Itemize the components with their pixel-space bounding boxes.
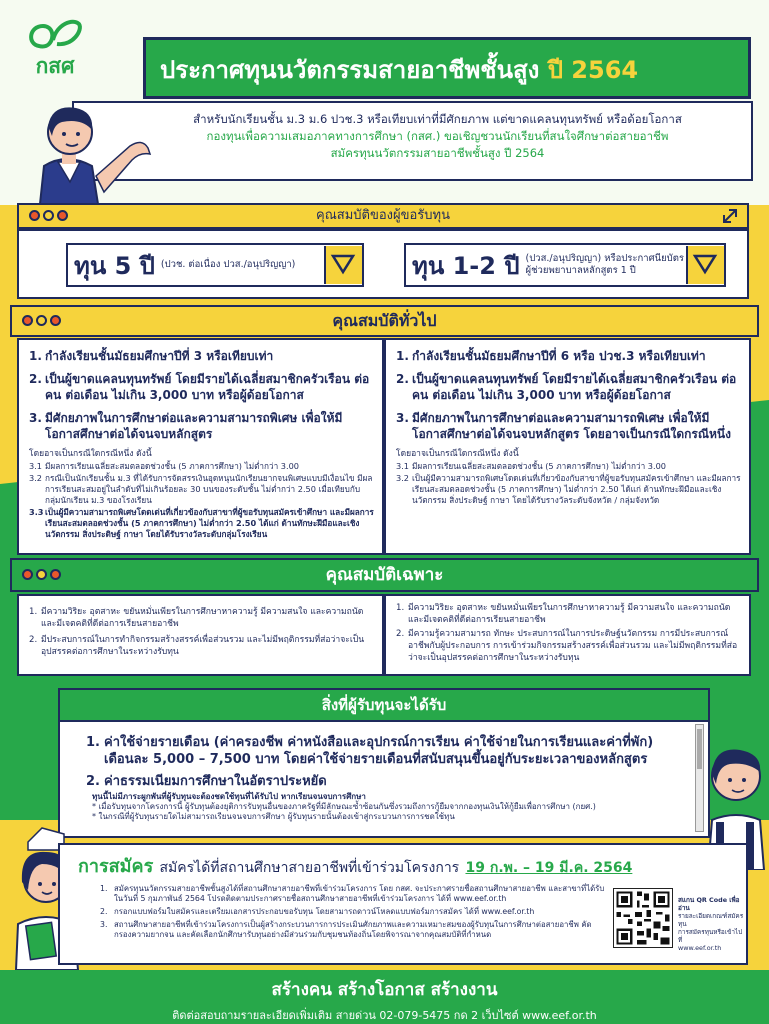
scholarship-1-2-detail-line1: (ปวส./อนุปริญญา) หรือประกาศนียบัตร (525, 253, 684, 264)
general-qualifications-title: คุณสมบัติทั่วไป (332, 311, 437, 330)
list-item: 1. สมัครทุนนวัตกรรมสายอาชีพชั้นสูงได้ที่สถานศึกษาสายอาชีพที่เข้าร่วมโครงการ โดย กสศ. จะประกาศรายชื่อสถานศึกษาสายอาชีพ และสาขาที่ได้รับในวันที่ 5 กุมภาพันธ์ 2564 โปรดติดตามประกาศรายชื่อสถานศึกษาสายอาชีพที่เข้าร่วมโครงการ ได้ที่ www.eef.or.th (100, 884, 605, 903)
list-item: 3. มีศักยภาพในการศึกษาต่อและความสามารถพิเศษ เพื่อให้มีโอกาสศึกษาต่อได้จนจบหลักสูตร (29, 411, 343, 441)
application-dates: 19 ก.พ. – 19 มี.ค. 2564 (465, 860, 633, 876)
qr-caption-line: การสมัครทุนหรือเข้าไปที่ (678, 928, 743, 944)
benefits-note-title: ทุนนี้ไม่มีภาระผูกพันที่ผู้รับทุนจะต้องชดใช้ทุนที่ได้รับไป หากเรียนจนจบการศึกษา (92, 792, 366, 801)
application-title: การสมัคร (78, 856, 154, 877)
sub-item: 3.3 เป็นผู้มีความสามารถพิเศษโดดเด่นที่เกี่ยวข้องกับสาขาที่ผู้ขอรับทุนสมัครเข้าศึกษา และมีผลการเรียนสะสมตลอดช่วงชั้น (5 ภาคการศึกษา) ไม่ต่ำกว่า 2.50 ได้แก่ ด้านทักษะฝีมือและเชิงนวัตกรรม สิ่งประดิษฐ์ กาษา โดยได้รับรางวัลระดับกลุ่มโรงเรียน (29, 507, 374, 539)
general-right-column (384, 338, 751, 555)
specific-right-column (384, 594, 751, 676)
list-item: 3. สถานศึกษาสายอาชีพที่เข้าร่วมโครงการเป็นผู้สร้างกระบวนการการประเมินศักยภาพและความเหมาะสมของผู้รับทุนในการศึกษาต่อสายอาชีพ คัดกรองความยากจน และคัดเลือกนักศึกษารับทุนอย่างมีส่วนร่วมกับชุมชนท้องถิ่นโดยพิจารณาจากคุณสมบัติที่กำหนด (100, 920, 592, 939)
list-item: 1. ค่าใช้จ่ายรายเดือน (ค่าครองชีพ ค่าหนังสือและอุปกรณ์การเรียน ค่าใช้จ่ายในการเรียนและค่าที่พัก) เดือนละ 5,000 – 7,500 บาท โดยค่าใช้จ่ายรายเดือนที่สนับสนุนขึ้นอยู่กับระยะเวลาของหลักสูตร (86, 735, 654, 767)
list-item: 2. มีประสบการณ์ในการทำกิจกรรมสร้างสรรค์เพื่อส่วนรวม และไม่มีพฤติกรรมที่ส่อว่าจะเป็นอุปสรรคต่อการศึกษาในระหว่างรับทุน (29, 635, 365, 657)
qr-code-icon[interactable] (613, 888, 673, 948)
page-title (143, 37, 751, 99)
list-item: 1. กำลังเรียนชั้นมัธยมศึกษาปีที่ 3 หรือเทียบเท่า (29, 349, 274, 363)
list-item: 1. กำลังเรียนชั้นมัธยมศึกษาปีที่ 6 หรือ ปวช.3 หรือเทียบเท่า (396, 349, 706, 363)
list-item: 1. มีความวิริยะ อุตสาหะ ขยันหมั่นเพียรในการศึกษาหาความรู้ มีความสนใจ และความถนัด และมีเจตคติที่ดีต่อการเรียนสายอาชีพ (396, 603, 731, 625)
sub-header: โดยอาจเป็นกรณีใดกรณีหนึ่ง ดังนี้ (29, 449, 152, 459)
footer-contact: ติดต่อสอบถามรายละเอียดเพิ่มเติม สายด่วน 02-079-5475 กด 2 เว็บไซต์ www.eef.or.th (172, 1009, 597, 1022)
list-item: 2. เป็นผู้ขาดแคลนทุนทรัพย์ โดยมีรายได้เฉลี่ยสมาชิกครัวเรือน ต่อคน ต่อเดือน ไม่เกิน 3,000 บาท หรือผู้ด้อยโอกาส (396, 372, 737, 402)
benefits-note: * ในกรณีที่ผู้รับทุนรายใดไม่สามารถเรียนจนจบการศึกษา ผู้รับทุนรายนั้นต้องเข้าสู่กระบวนการการชดใช้ทุน (92, 812, 455, 821)
qualifications-title: คุณสมบัติของผู้ขอรับทุน (316, 208, 450, 223)
scholarship-5-year-select[interactable] (66, 243, 364, 287)
application-subtitle: สมัครได้ที่สถานศึกษาสายอาชีพที่เข้าร่วมโครงการ (159, 860, 460, 876)
dropdown-button[interactable] (686, 246, 724, 284)
footer (0, 970, 769, 1024)
qr-caption-line: www.eef.or.th (678, 944, 722, 952)
list-item: 2. กรอกแบบฟอร์มใบสมัครและเตรียมเอกสารประกอบขอรับทุน โดยสามารถดาวน์โหลดแบบฟอร์มการสมัคร ได้ที่ www.eef.or.th (100, 907, 535, 916)
scholarship-5-year-detail: (ปวช. ต่อเนื่อง ปวส./อนุปริญญา) (160, 259, 296, 270)
list-item: 2. เป็นผู้ขาดแคลนทุนทรัพย์ โดยมีรายได้เฉลี่ยสมาชิกครัวเรือน ต่อคน ต่อเดือน ไม่เกิน 3,000 บาท หรือผู้ด้อยโอกาส (29, 372, 370, 402)
qr-caption-line: สแกน QR Code เพื่ออ่าน (678, 896, 740, 912)
footer-slogan: สร้างคน สร้างโอกาส สร้างงาน (271, 980, 498, 1000)
list-item: 2. ค่าธรรมเนียมการศึกษาในอัตราประหยัด (86, 774, 327, 789)
benefits-header: สิ่งที่ผู้รับทุนจะได้รับ (58, 688, 710, 722)
intro-line-3: สมัครทุนนวัตกรรมสายอาชีพชั้นสูง ปี 2564 (330, 146, 545, 160)
intro-line-2: กองทุนเพื่อความเสมอภาคทางการศึกษา (กสศ.) ขอเชิญชวนนักเรียนที่สนใจศึกษาต่อสายอาชีพ (206, 129, 669, 143)
scholarship-1-2-year-select[interactable] (404, 243, 726, 287)
triangle-down-icon (326, 246, 360, 280)
scholarship-1-2-year-label: ทุน 1-2 ปี (412, 251, 520, 280)
window-dots (29, 210, 68, 221)
general-qualifications-header (10, 305, 759, 337)
sub-header: โดยอาจเป็นกรณีใดกรณีหนึ่ง ดังนี้ (396, 449, 519, 459)
specific-left-column (17, 594, 384, 676)
benefits-note: * เมื่อรับทุนจากโครงการนี้ ผู้รับทุนต้องยุติการรับทุนอื่นของภาครัฐที่มีลักษณะซ้ำซ้อนกันซึ่งรวมถึงการกู้ยืมจากกองทุนเงินให้กู้ยืมเพื่อการศึกษา (กยศ.) (92, 802, 596, 811)
scholarship-1-2-detail-line2: ผู้ช่วยพยาบาลหลักสูตร 1 ปี (525, 265, 636, 276)
general-left-column (17, 338, 384, 555)
title-year: ปี 2564 (547, 56, 639, 84)
list-item: 2. มีความรู้ความสามารถ ทักษะ ประสบการณ์ในการประดิษฐ์นวัตกรรม การมีประสบการณ์อาชีพกับผู้ประกอบการ การเข้าร่วมกิจกรรมสร้างสรรค์เพื่อส่วนรวม และไม่มีพฤติกรรมที่ส่อว่าจะเป็นอุปสรรคต่อการศึกษาในระหว่างรับทุน (396, 629, 738, 663)
student-boy-illustration (22, 96, 152, 204)
sub-item: 3.1 มีผลการเรียนเฉลี่ยสะสมตลอดช่วงชั้น (5 ภาคการศึกษา) ไม่ต่ำกว่า 3.00 (396, 461, 667, 471)
leaf-logo-icon (27, 16, 83, 50)
list-item: 3. มีศักยภาพในการศึกษาต่อและความสามารถพิเศษ เพื่อให้มีโอกาสศึกษาต่อได้จนจบหลักสูตร โดยอาจเป็นกรณีใดกรณีหนึ่ง (396, 411, 731, 441)
dropdown-button[interactable] (324, 246, 362, 284)
qualifications-header (17, 203, 749, 229)
eef-logo (16, 16, 94, 83)
intro-box (72, 101, 753, 181)
specific-qualifications-header (10, 558, 759, 592)
sub-item: 3.2 กรณีเป็นนักเรียนชั้น ม.3 ที่ได้รับการจัดสรรเงินอุดหนุนนักเรียนยากจนพิเศษแบบมีเงื่อนไข มีผลการเรียนสะสมอยู่ในลำดับที่ไม่เกินร้อยละ 30 บนของระดับชั้น ไม่ต่ำกว่า 2.50 เมื่อเทียบกับกลุ่มนักเรียน ม.3 ของโรงเรียน (29, 473, 373, 505)
triangle-down-icon (688, 246, 722, 280)
benefits-panel (58, 688, 710, 838)
scholarship-5-year-label: ทุน 5 ปี (74, 251, 155, 280)
window-dots (22, 315, 61, 326)
logo-text: กสศ (35, 54, 75, 78)
qr-caption-line: รายละเอียดเกณฑ์สมัครทุน (678, 912, 744, 928)
scholarship-1-2-year-detail (526, 253, 684, 277)
window-dots (22, 569, 61, 580)
title-main: ประกาศทุนนวัตกรรมสายอาชีพชั้นสูง (160, 56, 540, 84)
sub-item: 3.1 มีผลการเรียนเฉลี่ยสะสมตลอดช่วงชั้น (5 ภาคการศึกษา) ไม่ต่ำกว่า 3.00 (29, 461, 300, 471)
expand-icon[interactable] (721, 207, 739, 225)
qr-caption (678, 896, 746, 952)
specific-qualifications-title: คุณสมบัติเฉพาะ (325, 565, 444, 585)
application-header (78, 851, 632, 880)
intro-line-1: สำหรับนักเรียนชั้น ม.3 ม.6 ปวช.3 หรือเทียบเท่าที่มีศักยภาพ แต่ขาดแคลนทุนทรัพย์ หรือด้อยโอกาส (193, 112, 682, 126)
list-item: 1. มีความวิริยะ อุตสาหะ ขยันหมั่นเพียรในการศึกษาหาความรู้ มีความสนใจ และความถนัดและมีเจตคติที่ดีต่อการเรียนสายอาชีพ (29, 607, 364, 629)
sub-item: 3.2 เป็นผู้มีความสามารถพิเศษโดดเด่นที่เกี่ยวข้องกับสาขาที่ผู้ขอรับทุนสมัครเข้าศึกษา และมีผลการเรียนสะสมตลอดช่วงชั้น (5 ภาคการศึกษา) ไม่ต่ำกว่า 2.50 ได้แก่ ด้านทักษะฝีมือและเชิงนวัตกรรม สิ่งประดิษฐ์ กาษา โดยได้รับรางวัลระดับจังหวัด / กลุ่มจังหวัด (396, 473, 741, 505)
